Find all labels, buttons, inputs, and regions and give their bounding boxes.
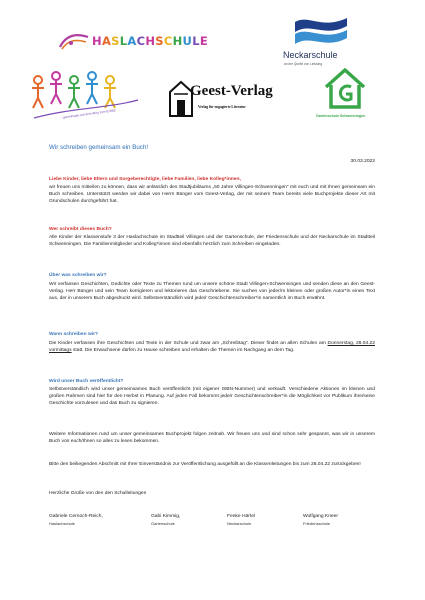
signature-4 (303, 514, 338, 526)
gartenschule-logo (316, 67, 376, 123)
when-text-b: statt. Die Erwachsene dürfen zu Hause schreiben und erhalten die Themen im Nachgang an dem Tag. (71, 348, 295, 354)
kids-logo (30, 68, 142, 124)
neckar-sub: an der Quelle von Leistung (284, 62, 323, 66)
signature-3 (227, 514, 255, 526)
signature-2 (151, 514, 180, 526)
when-text-a: Die Kinder verfassen ihre Geschichten und Texte in der Schule und zwar am „Schreibtag“. Dieser findet an allen Schulen am (49, 341, 328, 346)
heading-when: Wann schreiben wir? (49, 332, 99, 337)
geest-verlag-logo (168, 78, 278, 122)
geest-name: Geest-Verlag (190, 83, 273, 99)
who-paragraph (49, 234, 375, 248)
heading-publish: Wird unser Buch veröffentlicht? (49, 379, 124, 384)
publish-text: Selbstverständlich wird unser gemeinsames Buch veröffentlicht (mit eigener ISBN-Nummer) und verkauft. Verschiedene Aktionen im kleinen und großen Rahmen sind hier für den Herbst in Planung. Auf jeden Fall bekommt jede/r Geschichtenschreiber*in die Möglichkeit vor Publikum ihre/seine Geschichte vorzulesen und das Buch zu signieren. (49, 387, 375, 407)
when-text (49, 340, 375, 354)
signature-school: Friedensschule (303, 521, 331, 526)
haslach-swirl-icon (58, 31, 90, 51)
heading-what: Über was schreiben wir? (49, 273, 107, 278)
signature-school: Neckarschule (227, 521, 252, 526)
who-text: Alle Kinder der Klassenstufe 3 der Haslachschule im Stadtteil Villingen und der Gartenschule, der Friedensschule und der Neckarschule im Stadtteil Schwenningen. Die Familienmitglieder und Kolleg*innen sind ebenfalls herzlich zum Schreiben eingeladen. (49, 235, 375, 248)
heading-who: Wer schreibt dieses Buch? (49, 227, 112, 232)
return-paragraph (49, 461, 375, 468)
letter-date: 30.03.2022 (350, 159, 375, 164)
signature-name: Gabriele Cernoch-Reich, (49, 514, 103, 519)
publish-paragraph (49, 386, 375, 407)
signature-1 (49, 514, 103, 526)
return-text: Bitte den beiliegenden Abschnitt mit Ihrer Einverständnis zur Veröffentlichung ausgefüllt an die Klassenleitungen bis zum 28.04.22 zurückgeben! (49, 462, 361, 467)
intro-paragraph (49, 184, 375, 205)
haslach-wordmark: HASLACHSCHULE (92, 34, 208, 48)
signature-name: Gabi Kimmig, (151, 514, 181, 519)
schreibtag-date: Donnerstag, 28.04.22 vormittags (49, 341, 375, 354)
signature-school: Haslachschule (49, 521, 76, 526)
kids-arc-text: ...gemeinsam auf dem Weg zum Erfolg! (59, 108, 116, 120)
haslach-logo (58, 31, 218, 53)
intro-text: wir freuen uns mitteilen zu können, dass wir anlässlich des Stadtjubiläums „50 Jahre Villingen-Schwenningen“ mit euch und mit Ihnen gemeinsam ein Buch schreiben. Unterstützt werden wir dabei von Herrn Bünger vom Geest-Verlag, der mit seinem Team bereits viele Buchprojekte dieser Art mit Grundschulen durchgeführt hat. (49, 185, 375, 205)
what-text: Wir verfassen Geschichten, Gedichte oder Texte zu Themen rund um unsere schöne Stadt Villingen-Schwenningen und senden diese an den Geest-Verlag. Herr Bünger und sein Team korrigieren und lektorieren das Geschriebene. Sie suchen von jeder/m kleinen oder großen Autor*in einen Text aus, der in unserem Buch abgedruckt wird. Selbstverständlich wird jede/r Geschichtenschreiber*in namentlich im Buch erwähnt. (49, 282, 375, 302)
garten-sub: Gartenschule Schwenningen (316, 114, 366, 118)
gartenschule-house-icon (322, 67, 368, 111)
info-text: Weitere Informationen rund um unser gemeinsames Buchprojekt folgen zeitnah. Wir freuen uns und sind schon sehr gespannt, was wir in unserem Buch von euch/Ihnen so alles zu lesen bekommen. (49, 432, 375, 445)
closing-line: Herzliche Grüße von den den Schulleitungen (49, 491, 147, 496)
signature-school: Gartenschule (151, 521, 175, 526)
what-paragraph (49, 281, 375, 302)
page-title: Wir schreiben gemeinsam ein Buch! (49, 144, 149, 151)
neckar-wave-icon (291, 14, 351, 48)
when-paragraph (49, 340, 375, 354)
info-paragraph (49, 431, 375, 445)
geest-sub: Verlag für engagierte Literatur (198, 105, 246, 109)
signature-name: Fenke Härtel (227, 514, 255, 519)
signature-name: Wolfgang Kneer (303, 514, 338, 519)
salutation: Liebe Kinder, liebe Eltern und Sorgeberechtigte, liebe Familien, liebe Kolleg*innen, (49, 177, 241, 182)
neckar-name: Neckarschule (283, 50, 338, 60)
